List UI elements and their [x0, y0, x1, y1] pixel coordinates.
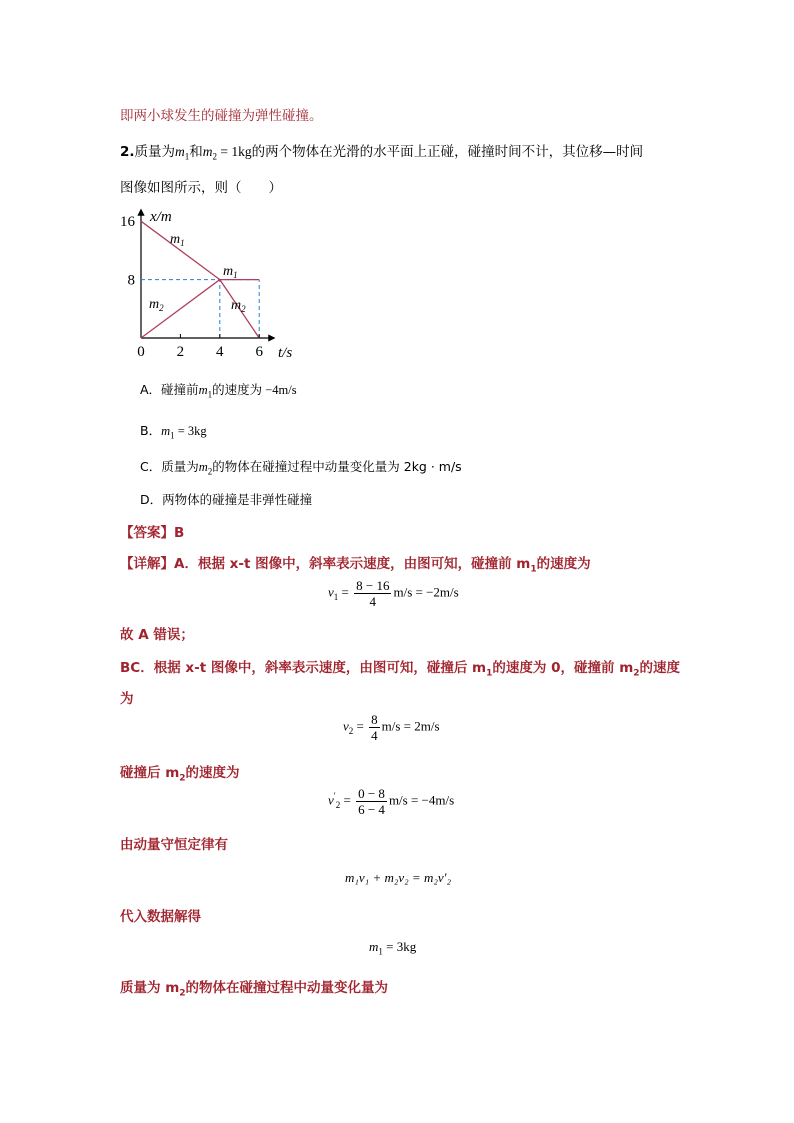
- intro-line: 即两小球发生的碰撞为弹性碰撞。: [120, 108, 323, 124]
- question-line-2: 图像如图所示，则（ ）: [120, 180, 282, 196]
- question-line-1: [120, 140, 643, 162]
- option-a: [140, 380, 297, 400]
- question-m2-value: = 1kg: [217, 144, 252, 159]
- eq2-fraction: [369, 712, 380, 743]
- equation-m1: [369, 939, 416, 957]
- after-m2-text: 碰撞后 m: [120, 765, 180, 781]
- bc-wrap: 为: [120, 691, 134, 707]
- curve-label-m1-before: $m_1$: [170, 232, 185, 248]
- x-tick-label-6: 6: [255, 344, 263, 360]
- eq1-rhs: m/s = −2m/s: [393, 584, 459, 600]
- after-m2-tail: 的速度为: [185, 765, 240, 781]
- eq2-lhs: v: [343, 718, 349, 734]
- option-c-sub: 2: [207, 466, 213, 477]
- eq2-denominator: 4: [371, 728, 378, 743]
- y-axis-label: x/m: [150, 209, 172, 225]
- eq2-rhs: m/s = 2m/s: [381, 718, 440, 734]
- bc-tail: 的速度: [639, 660, 681, 676]
- equation-v2-prime: $v'_2$ = $\frac{0 - 8}{6 - 4}$ m/s = −4m/s: [328, 786, 455, 817]
- explanation-head-tail: 的速度为: [536, 556, 591, 572]
- option-a-suffix: 的速度为 −4m/s: [212, 383, 297, 397]
- curve-label-m2-after: $m_2$: [231, 298, 246, 314]
- eq5-lhs: m: [369, 939, 379, 954]
- question-text-a: 质量为: [134, 144, 176, 160]
- option-b-var: m: [161, 424, 171, 438]
- a-wrong-line: 故 A 错误；: [120, 627, 194, 643]
- option-c-var: m: [198, 460, 208, 474]
- eq3-denominator: 6 − 4: [358, 802, 385, 817]
- option-b: [140, 421, 207, 441]
- option-b-sub: 1: [170, 430, 175, 441]
- question-m2: m: [202, 144, 213, 159]
- equation-v1: $v_1$ = $\frac{8 - 16}{4}$ m/s = −2m/s: [328, 578, 459, 609]
- option-d: D．两物体的碰撞是非弹性碰撞: [140, 492, 313, 507]
- final-tail: 的物体在碰撞过程中动量变化量为: [185, 980, 389, 996]
- eq3-fraction: [356, 786, 387, 817]
- question-text-b: 和: [189, 144, 203, 160]
- eq2-numerator: 8: [371, 712, 378, 727]
- bc-sub-1: 1: [486, 668, 493, 679]
- eq1-lhs-sub: 1: [333, 592, 339, 603]
- x-tick-label-2: 2: [176, 344, 185, 360]
- explanation-head-sub: 1: [530, 564, 537, 575]
- equation-v2: $v_2$ = $\frac{8}{4}$ m/s = 2m/s: [343, 712, 440, 743]
- eq1-denominator: 4: [369, 594, 377, 609]
- after-m2-line: [120, 761, 240, 784]
- question-m1-sub: 1: [184, 151, 190, 162]
- x-axis-label: t/s: [278, 345, 293, 361]
- option-c: [140, 457, 462, 477]
- curve-label-m1-after: $m_1$: [223, 264, 238, 280]
- explanation-head: [120, 552, 591, 575]
- bc-line-text: BC．根据 x-t 图像中，斜率表示速度，由图可知，碰撞后 m: [120, 660, 487, 676]
- final-line-text: 质量为 m: [120, 980, 180, 996]
- option-a-prefix: A．碰撞前: [140, 382, 199, 397]
- option-b-suffix: = 3kg: [174, 424, 207, 438]
- question-m1: m: [175, 144, 185, 159]
- eq1-fraction: [354, 578, 391, 609]
- eq1-lhs: v: [328, 584, 334, 600]
- final-line: [120, 976, 388, 999]
- y-tick-label-16: 16: [120, 214, 135, 231]
- eq3-numerator: 0 − 8: [358, 786, 385, 801]
- series-line-m1: [141, 221, 259, 279]
- option-a-sub: 1: [207, 389, 213, 400]
- x-tick-label-4: 4: [216, 344, 224, 360]
- eq3-lhs: v: [328, 792, 334, 808]
- question-text-c: 的两个物体在光滑的水平面上正碰，碰撞时间不计，其位移—时间: [251, 144, 644, 160]
- option-c-suffix: 的物体在碰撞过程中动量变化量为 2kg · m/s: [212, 459, 462, 474]
- eq3-rhs: m/s = −4m/s: [388, 792, 455, 808]
- y-tick-label-8: 8: [127, 272, 135, 289]
- eq5-sub: 1: [378, 946, 383, 957]
- curve-label-m2-before: $m_2$: [149, 297, 164, 313]
- equation-momentum: m₁v₁ + m₂v₂ = m₂v′₂: [345, 870, 451, 885]
- bc-sub-2: 2: [633, 668, 640, 679]
- eq1-numerator: 8 − 16: [356, 578, 390, 593]
- option-a-var: m: [198, 383, 208, 397]
- after-m2-sub: 2: [179, 773, 186, 784]
- bc-mid: 的速度为 0，碰撞前 m: [492, 660, 634, 676]
- option-b-prefix: B．: [140, 423, 162, 438]
- substitute-line: 代入数据解得: [120, 909, 201, 925]
- bc-line: [120, 656, 680, 679]
- option-c-prefix: C．质量为: [140, 459, 199, 474]
- eq2-lhs-sub: 2: [348, 726, 354, 737]
- x-tick-label-0: 0: [137, 344, 145, 360]
- question-number: 2.: [120, 144, 135, 160]
- final-sub: 2: [179, 988, 186, 999]
- explanation-head-text: 【详解】A．根据 x-t 图像中，斜率表示速度，由图可知，碰撞前 m: [120, 556, 531, 572]
- eq5-rhs: = 3kg: [382, 939, 417, 954]
- eq3-lhs-sub: 2: [335, 800, 341, 811]
- momentum-line: 由动量守恒定律有: [120, 837, 228, 853]
- question-m2-sub: 2: [212, 151, 218, 162]
- answer-label: 【答案】B: [120, 525, 185, 541]
- xt-graph: [112, 205, 302, 365]
